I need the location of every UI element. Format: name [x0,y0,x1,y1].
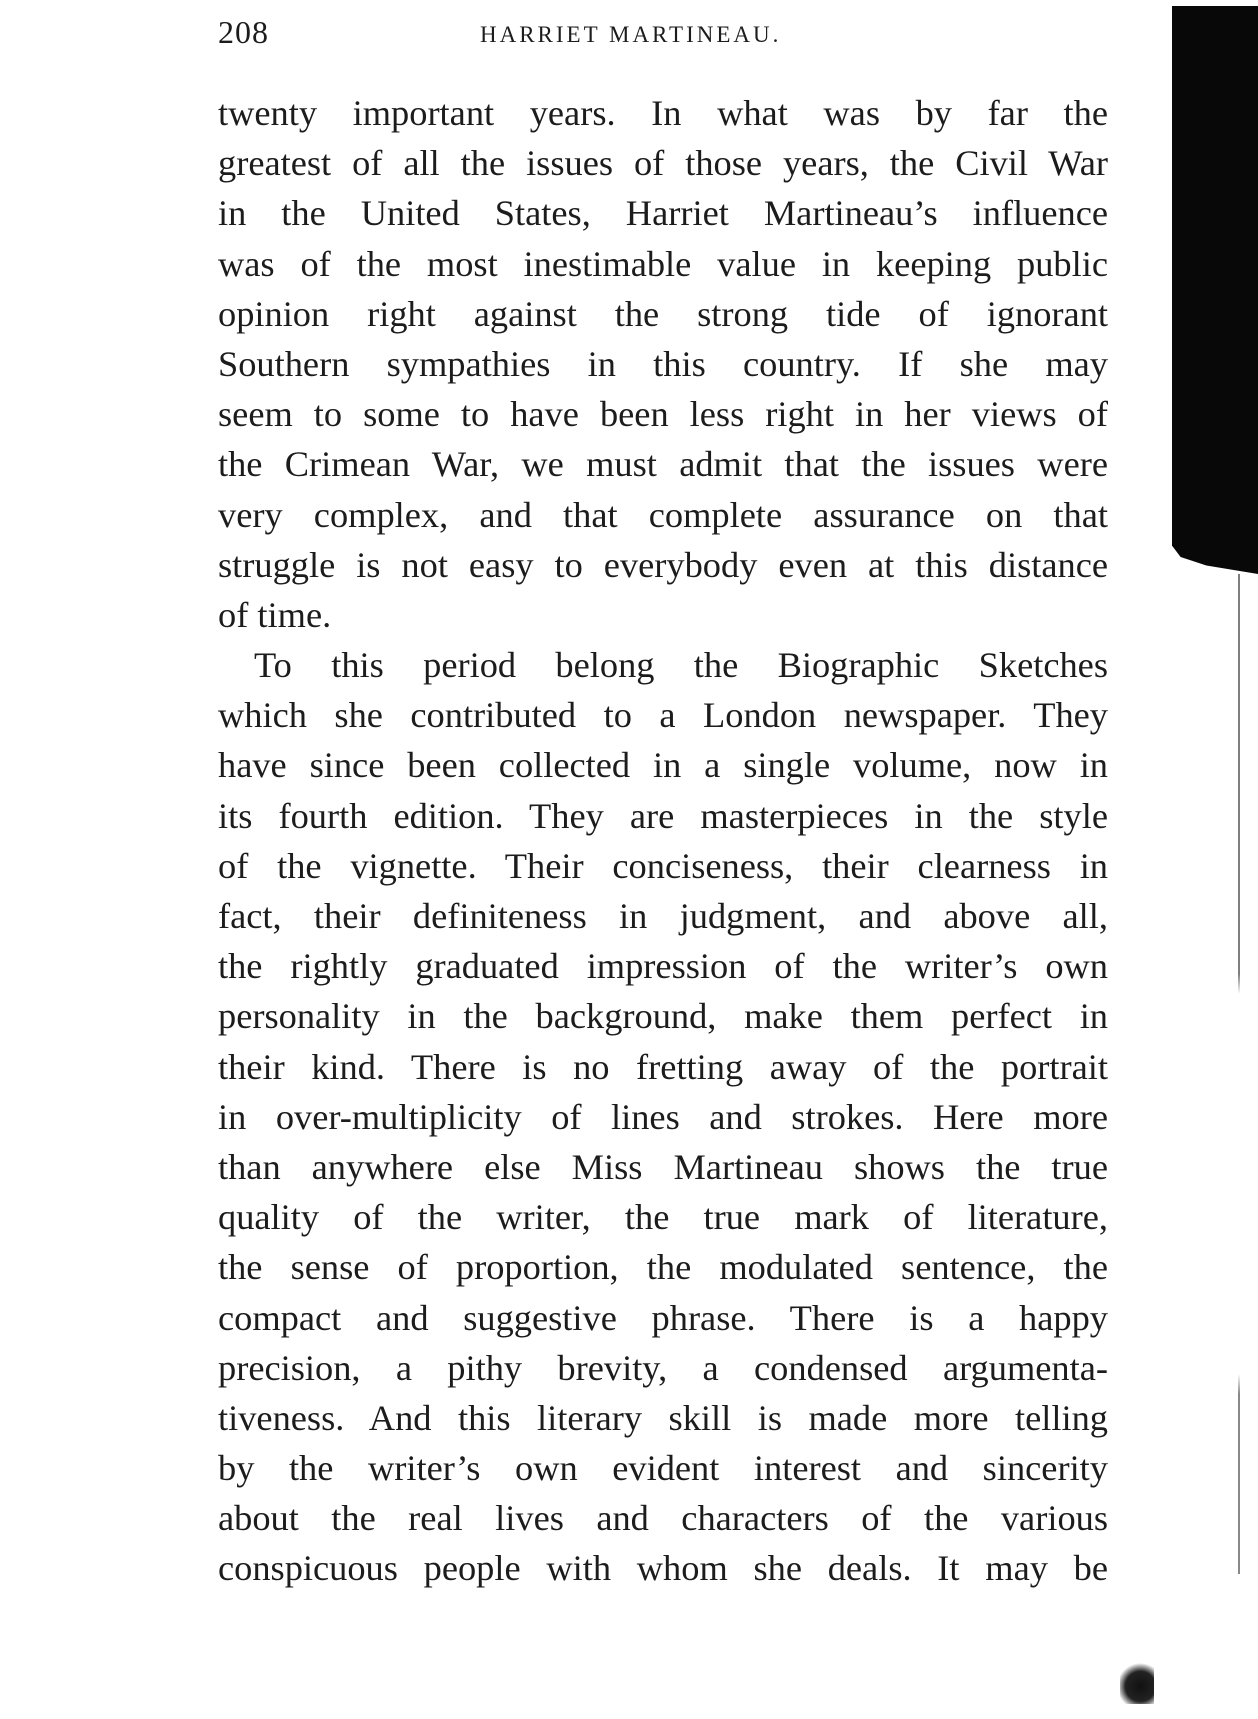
text-line: greatest of all the issues of those years, the Civil War [218,143,1108,184]
text-line: fact, their definiteness in judgment, and above all, [218,896,1108,936]
scan-edge-shadow [1172,6,1258,574]
text-line: compact and suggestive phrase. There is a happy [218,1297,1108,1338]
text-line: struggle is not easy to everybody even at this distance [218,544,1108,585]
text-line: by the writer’s own evident interest and sincerity [218,1448,1108,1489]
text-line: in over-multiplicity of lines and strokes. Here more [218,1096,1108,1137]
text-line: Southern sympathies in this country. If she may [218,343,1108,384]
text-line: in the United States, Harriet Martineau’s influence [218,193,1108,234]
text-line: which she contributed to a London newspaper. They [218,695,1108,736]
body-text [218,88,1108,1594]
text-line: about the real lives and characters of the various [218,1498,1108,1539]
text-line: personality in the background, make them perfect in [218,996,1108,1037]
text-line: than anywhere else Miss Martineau shows the true [218,1146,1108,1187]
text-line: quality of the writer, the true mark of literature, [218,1197,1108,1238]
paragraph-2 [218,640,1108,1594]
paragraph-1 [218,88,1108,640]
running-head [218,14,1108,64]
text-line: was of the most inestimable value in keeping public [218,243,1108,284]
text-line: have since been collected in a single volume, now in [218,745,1108,786]
text-line: conspicuous people with whom she deals. It may be [218,1548,1108,1589]
text-line: their kind. There is no fretting away of the portrait [218,1046,1108,1087]
scan-edge-line [1238,574,1240,1574]
text-line: the Crimean War, we must admit that the issues were [218,444,1108,485]
text-line: the rightly graduated impression of the writer’s own [218,946,1108,987]
text-line: the sense of proportion, the modulated sentence, the [218,1247,1108,1288]
text-line: opinion right against the strong tide of ignorant [218,293,1108,334]
text-line: To this period belong the Biographic Sketches [254,645,1108,686]
text-line: of time. [218,594,332,635]
page-number: 208 [218,14,269,50]
text-line: twenty important years. In what was by far the [218,93,1108,133]
text-line: seem to some to have been less right in her views of [218,394,1108,435]
scan-speck [1120,1660,1154,1704]
text-line: its fourth edition. They are masterpieces in the style [218,795,1108,836]
text-line: of the vignette. Their conciseness, their clearness in [218,845,1108,886]
running-title: HARRIET MARTINEAU. [480,22,782,47]
text-line: very complex, and that complete assurance on that [218,494,1108,535]
text-line: tiveness. And this literary skill is made more telling [218,1397,1108,1438]
text-line: precision, a pithy brevity, a condensed argumenta- [218,1347,1108,1388]
